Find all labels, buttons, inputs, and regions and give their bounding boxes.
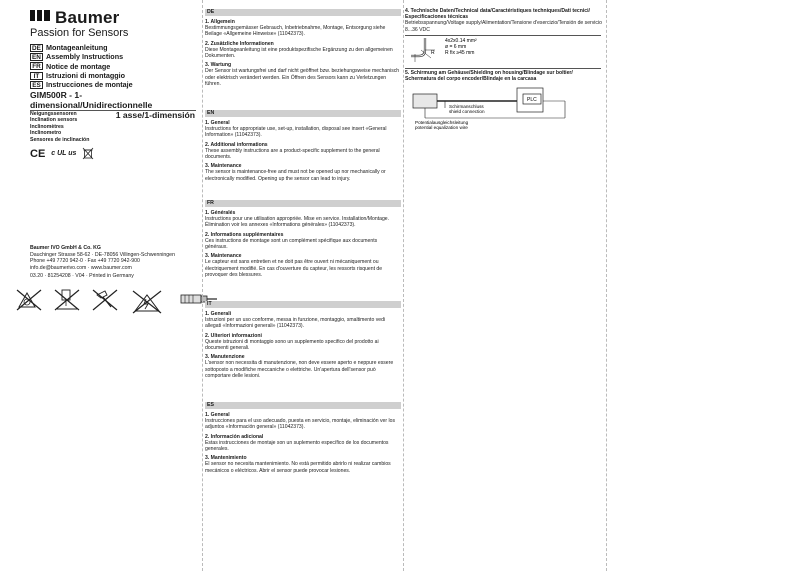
no-impact-icon [15, 287, 43, 313]
item-heading: 2. Informations supplémentaires [205, 231, 284, 238]
section-header-fr: FR [205, 200, 401, 207]
cable-spec-line: R fix ≥45 mm [445, 50, 475, 56]
item-text: Der Sensor ist wartungsfrei und darf nicht geöffnet bzw. beziehungsweise mechanisch oder elektrisch verändert werden. Ein Öffnen des Sensors kann zu Verletzungen führen. [205, 68, 400, 87]
item-heading: 1. Generali [205, 311, 232, 317]
item-text: El sensor no necesita mantenimiento. No está permitido abrirlo ni realizar cambios mecánicos o eléctricos. Abrir el sensor puede provocar lesiones. [205, 461, 391, 474]
lang-code: ES [30, 81, 43, 89]
sensor-type: Inclinomètres [30, 123, 64, 130]
item-text: Estas instrucciones de montaje son un suplemento específico de los documentos generales. [205, 439, 389, 453]
section-de [205, 19, 401, 87]
item-heading: 2. Ulteriori informazioni [205, 332, 262, 339]
item-heading: 2. Additional informations [205, 141, 268, 148]
lang-code: DE [30, 44, 43, 52]
item-text: The sensor is maintenance-free and must not be opened up nor mechanically or electronically modified. Opening up the sensor can lead to injury. [205, 169, 386, 182]
warning-icons [15, 287, 219, 315]
tech-data-title: 4. Technische Daten/Technical data/Caractéristiques techniques/Dati tecnici/ Especificaciones técnicas [405, 8, 590, 21]
divider [405, 68, 601, 69]
item-text: Instrucciones para el uso adecuado, puesta en servicio, montaje, eliminación ver los adjuntos «Información general» (11042373). [205, 418, 395, 431]
lang-label: Assembly Instructions [46, 52, 124, 62]
product-line-2: 1 asse/1-dimensión [115, 110, 195, 120]
section-fr [205, 210, 401, 278]
item-heading: 3. Manutenzione [205, 354, 245, 361]
item-text: Istruzioni per un uso conforme, messa in funzione, montaggio, smaltimento vedi allegati «Informazioni generali» (11042373). [205, 317, 386, 330]
item-heading: 1. General [205, 412, 230, 418]
language-list [30, 43, 133, 89]
ul-mark-icon: c UL us [51, 150, 77, 157]
item-text: Le capteur est sans entretien et ne doit pas être ouvert ni mécaniquement ou électriquement modifié. En cas d'ouverture du capteur, les ressorts risquent de provoquer des blessures. [205, 259, 383, 278]
language-row [30, 43, 133, 52]
sensor-type: Inclinometro [30, 130, 62, 137]
section-header-es: ES [205, 402, 401, 409]
voltage-supply: Betriebsspannung/Voltage supply/Alimentation/Tensione d'esercizio/Tensión de servicio 8...36 VDC [405, 20, 602, 33]
sensor-type: Inclination sensors [30, 117, 78, 124]
radius-label: R [431, 50, 435, 56]
item-heading: 3. Maintenance [205, 163, 242, 170]
language-row [30, 71, 133, 80]
lang-code: IT [30, 72, 43, 80]
cable-spec-line: 4x2x0.14 mm² [445, 38, 477, 44]
baumer-logo-icon [30, 10, 50, 21]
lang-label: Instrucciones de montaje [46, 80, 133, 90]
no-hammer-icon [91, 287, 119, 313]
company-street: Dauchinger Strasse 58-62 · DE-78056 Villingen-Schwenningen [30, 251, 175, 258]
section-it [205, 311, 401, 379]
lang-code: FR [30, 62, 43, 70]
lang-label: Notice de montage [46, 61, 111, 71]
language-row [30, 62, 133, 71]
item-heading: 2. Zusätzliche Informationen [205, 40, 274, 47]
item-heading: 3. Mantenimiento [205, 455, 247, 462]
ce-mark-icon: CE [30, 147, 46, 160]
sensor-type-list [30, 111, 89, 143]
product-line-1: GIM500R - 1-dimensional/Unidirectionnelle [30, 90, 153, 110]
item-heading: 3. Maintenance [205, 253, 242, 260]
sensor-type: Sensores de inclinación [30, 136, 90, 143]
item-text: Bestimmungsgemässer Gebrauch, Inbetriebnahme, Montage, Entsorgung siehe Beilage «Allgemeine Hinweise» (11042373). [205, 25, 386, 38]
certification-marks [30, 147, 94, 160]
item-text: These assembly instructions are a product-specific supplement to the general documents. [205, 147, 380, 161]
document-code: 03.20 · 81254208 · V04 · Printed in Germany [30, 273, 134, 279]
shield-label: Potentialausgleichsleitung [415, 120, 469, 125]
shielding-section [405, 70, 605, 82]
item-text: Instructions for appropriate use, set-up, installation, disposal see insert «General Information» (11042373). [205, 126, 387, 139]
lang-label: Istruzioni di montaggio [46, 70, 126, 80]
section-es [205, 412, 401, 474]
fold-line [202, 0, 203, 571]
weee-bin-icon [82, 147, 94, 160]
item-heading: 2. Información adicional [205, 433, 264, 440]
language-row [30, 52, 133, 61]
lang-label: Montageanleitung [46, 43, 108, 52]
language-row [30, 80, 133, 89]
no-drop-icon [53, 287, 81, 313]
section-header-de: DE [205, 9, 401, 16]
no-shock-icon [129, 287, 165, 315]
item-text: Ces instructions de montage sont un complément spécifique aux documents généraux. [205, 237, 378, 251]
shield-label: Schirmanschluss [449, 104, 484, 109]
shield-label: shield connection [449, 109, 485, 114]
sensor-type: Neigungssensoren [30, 111, 77, 117]
section-header-it: IT [205, 301, 401, 308]
item-text: Queste istruzioni di montaggio sono un supplemento specifico del prodotto ai documenti generali. [205, 338, 379, 352]
item-heading: 1. Généralés [205, 210, 236, 216]
item-heading: 1. General [205, 120, 230, 126]
shielding-title: 5. Schirmung am Gehäuse/Shielding on housing/Blindage sur boîtier/ Schermatura del corpo encoder/Blindaje en la carcasa [405, 70, 573, 83]
item-text: Instructions pour une utilisation appropriée. Mise en service. Installation/Montage. Élimination voir les annexes «Informations générales» (11042373). [205, 216, 390, 229]
fold-line [606, 0, 607, 571]
item-heading: 3. Wartung [205, 62, 232, 69]
fold-line [403, 0, 404, 571]
item-text: Diese Montageanleitung ist eine produktspezifische Ergänzung zu den allgemeinen Dokumenten. [205, 46, 393, 60]
company-address [30, 245, 175, 271]
plc-label: PLC [527, 97, 537, 103]
slogan: Passion for Sensors [30, 27, 129, 39]
cable-bend-diagram [405, 36, 605, 70]
company-name: Baumer IVO GmbH & Co. KG [30, 245, 101, 251]
cable-spec-line: ø = 6 mm [445, 44, 467, 50]
item-text: L'sensor non necessita di manutenzione, non deve essere aperto e neppure essere sottoposto a modifiche meccaniche o elettriche. Un'apertura dell'sensor può comportare delle lesioni. [205, 360, 394, 379]
shielding-diagram [405, 82, 605, 132]
lang-code: EN [30, 53, 43, 61]
section-header-en: EN [205, 110, 401, 117]
tech-data-section [405, 8, 605, 33]
company-web: info.de@baumerivo.com · www.baumer.com [30, 264, 132, 271]
item-heading: 1. Allgemein [205, 19, 235, 25]
shield-label: potential equalization wire [415, 125, 468, 130]
section-en [205, 120, 401, 182]
company-phone: Phone +49 7720 942-0 · Fax +49 7720 942-900 [30, 258, 140, 264]
brand-name: Baumer [55, 8, 120, 27]
